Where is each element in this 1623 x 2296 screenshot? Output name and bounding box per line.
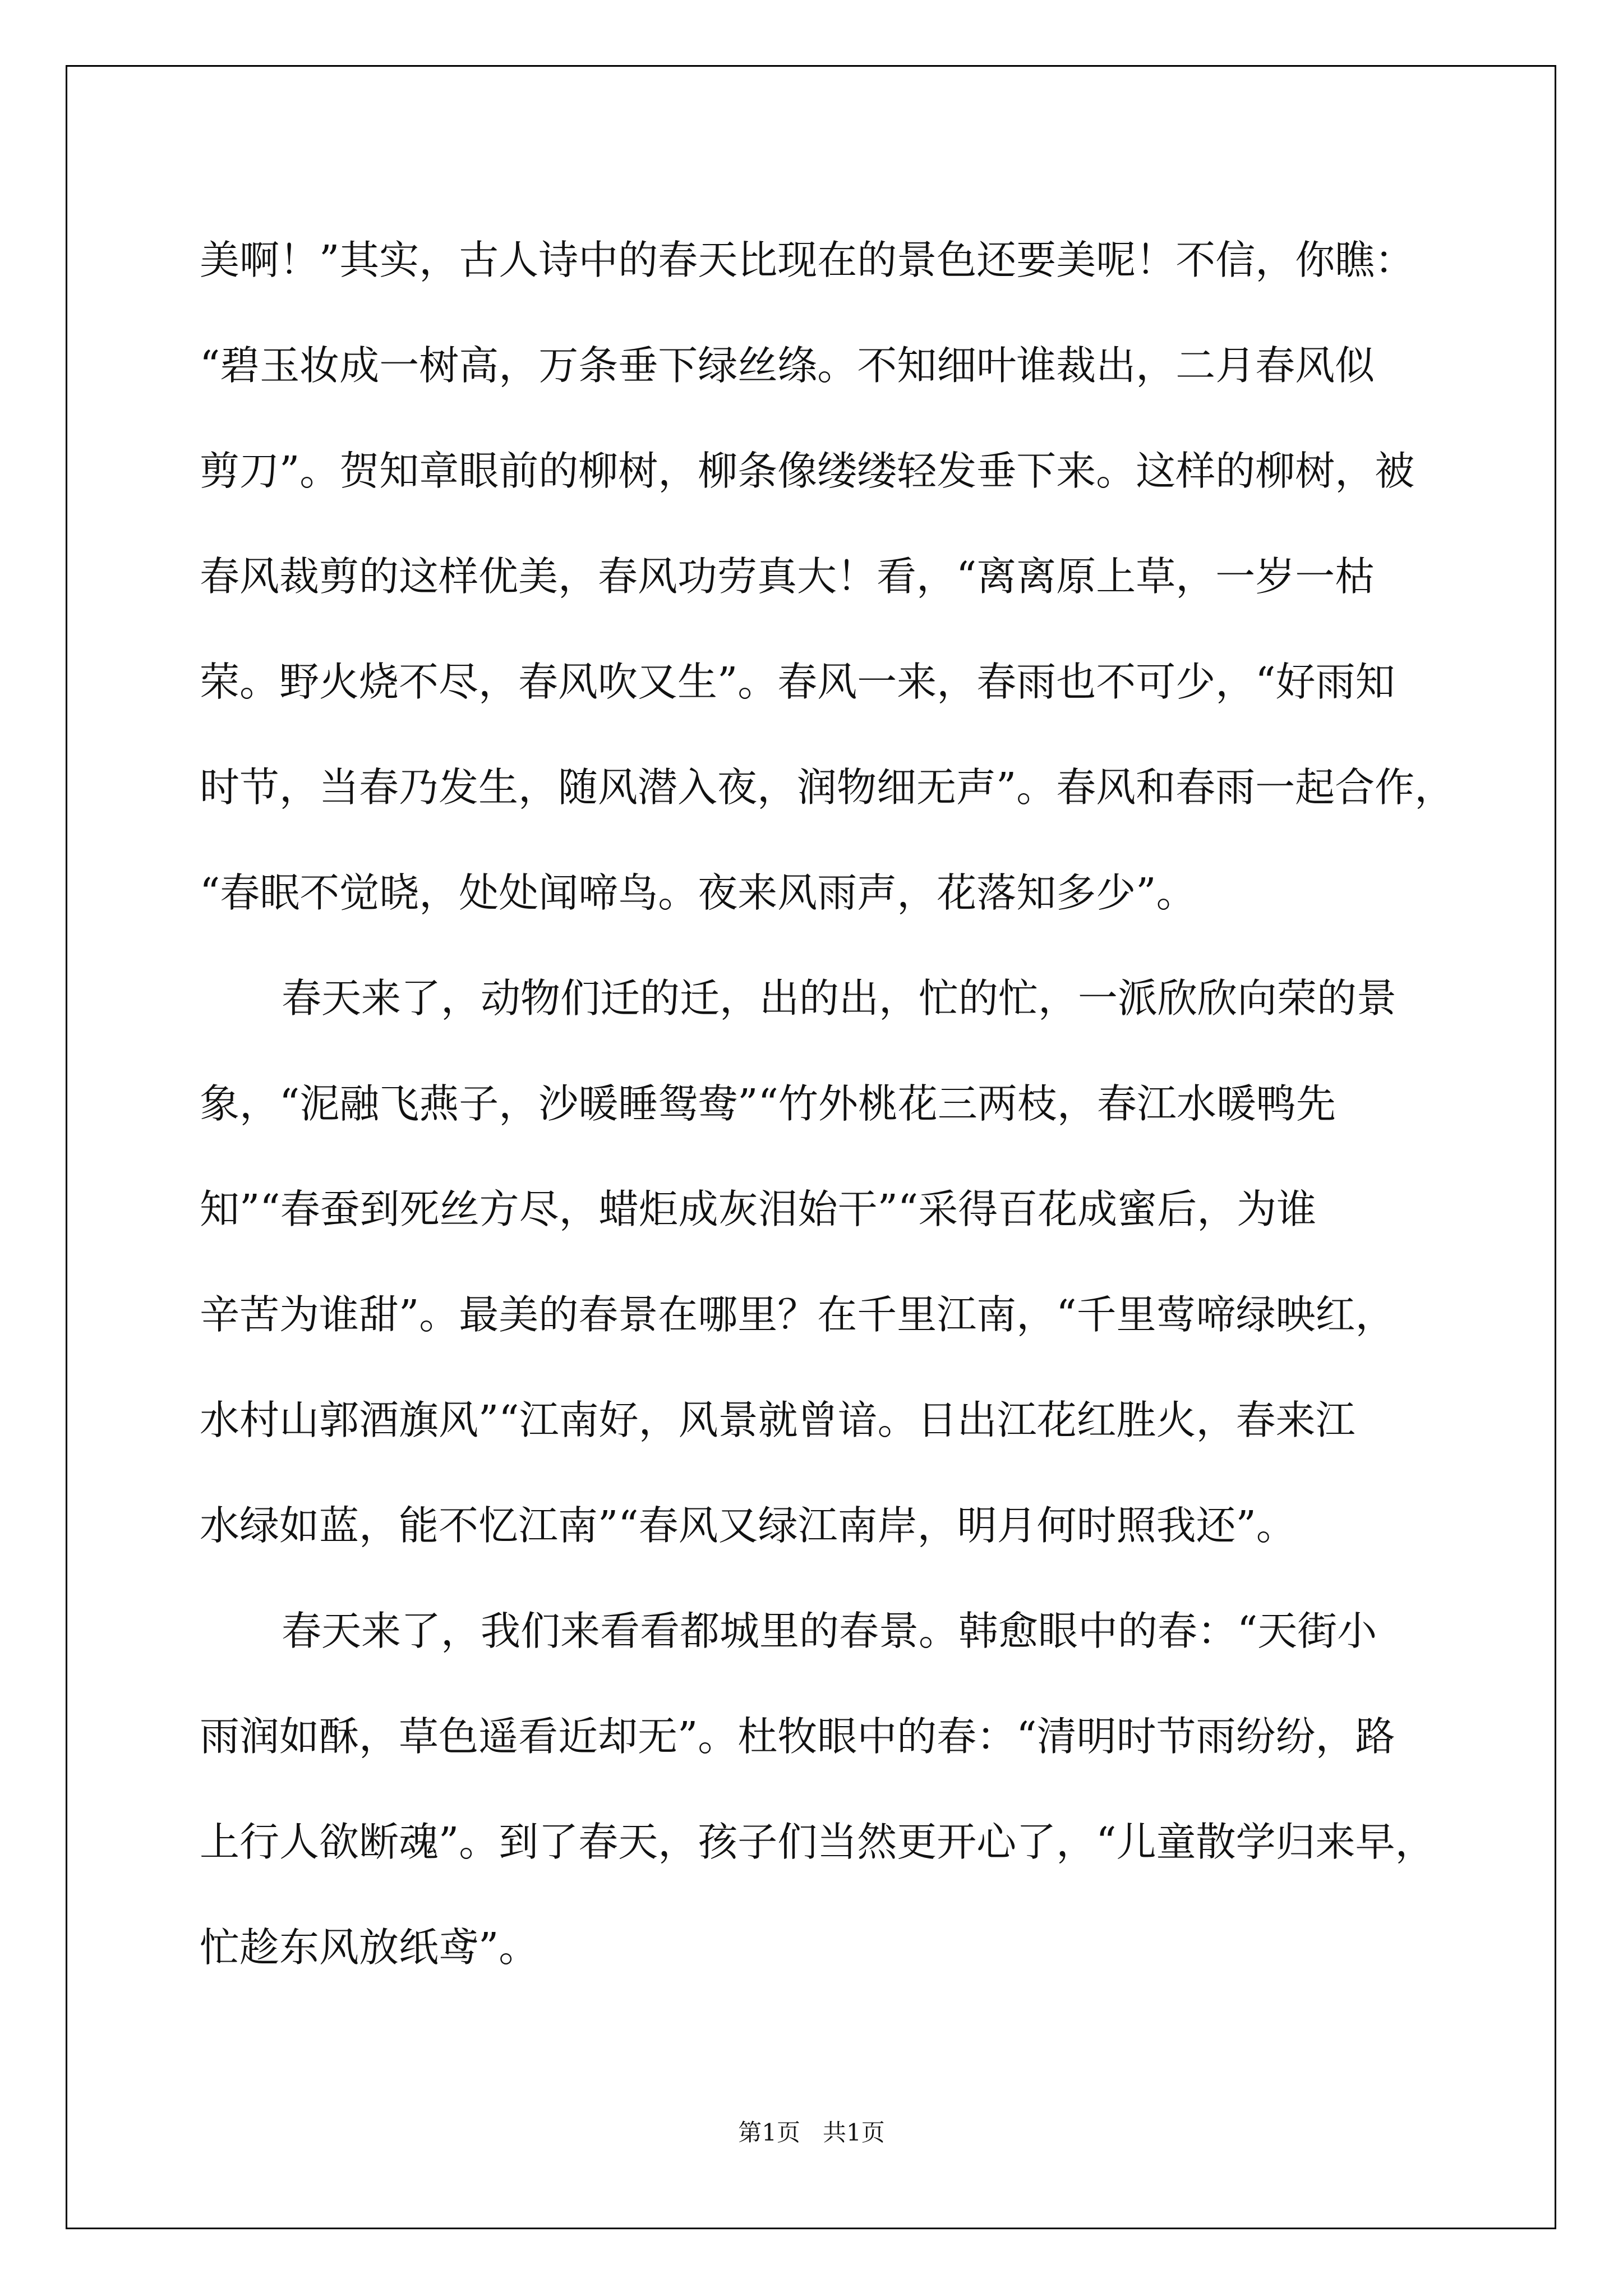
text-line: “春眠不觉晓，处处闻啼鸟。夜来风雨声，花落知多少”。 bbox=[200, 869, 1196, 916]
text-line: 辛苦为谁甜”。最美的春景在哪里？在千里江南，“千里莺啼绿映红， bbox=[200, 1291, 1395, 1338]
page-footer bbox=[0, 2116, 1623, 2150]
text-line: “碧玉妆成一树高，万条垂下绿丝绦。不知细叶谁裁出，二月春风似 bbox=[200, 342, 1375, 389]
page-number: 第1页 bbox=[738, 2119, 800, 2146]
text-line: 水村山郭酒旗风”“江南好，风景就曾谙。日出江花红胜火，春来江 bbox=[200, 1397, 1355, 1443]
text-line: 荣。野火烧不尽，春风吹又生”。春风一来，春雨也不可少，“好雨知 bbox=[200, 659, 1395, 705]
text-line: 美啊！”其实，古人诗中的春天比现在的景色还要美呢！不信，你瞧： bbox=[200, 237, 1415, 283]
document-body bbox=[200, 208, 1455, 2000]
page-total: 共1页 bbox=[823, 2119, 885, 2146]
text-line: 时节，当春乃发生，随风潜入夜，润物细无声”。春风和春雨一起合作， bbox=[200, 764, 1455, 811]
text-line: 忙趁东风放纸鸢”。 bbox=[200, 1924, 539, 1971]
text-line: 春风裁剪的这样优美，春风功劳真大！看，“离离原上草，一岁一枯 bbox=[200, 553, 1375, 600]
text-line: 水绿如蓝，能不忆江南”“春风又绿江南岸，明月何时照我还”。 bbox=[200, 1502, 1296, 1549]
text-line: 上行人欲断魂”。到了春天，孩子们当然更开心了，“儿童散学归来早， bbox=[200, 1819, 1435, 1865]
paragraph-start-line: 春天来了，我们来看看都城里的春景。韩愈眼中的春：“天街小 bbox=[282, 1608, 1377, 1654]
text-line: 剪刀”。贺知章眼前的柳树，柳条像缕缕轻发垂下来。这样的柳树，被 bbox=[200, 448, 1415, 494]
paragraph-start-line: 春天来了，动物们迁的迁，出的出，忙的忙，一派欣欣向荣的景 bbox=[282, 975, 1397, 1022]
text-line: 象，“泥融飞燕子，沙暖睡鸳鸯”“竹外桃花三两枝，春江水暖鸭先 bbox=[200, 1080, 1336, 1127]
text-line: 知”“春蚕到死丝方尽，蜡炬成灰泪始干”“采得百花成蜜后，为谁 bbox=[200, 1186, 1317, 1232]
text-line: 雨润如酥，草色遥看近却无”。杜牧眼中的春：“清明时节雨纷纷，路 bbox=[200, 1713, 1395, 1760]
